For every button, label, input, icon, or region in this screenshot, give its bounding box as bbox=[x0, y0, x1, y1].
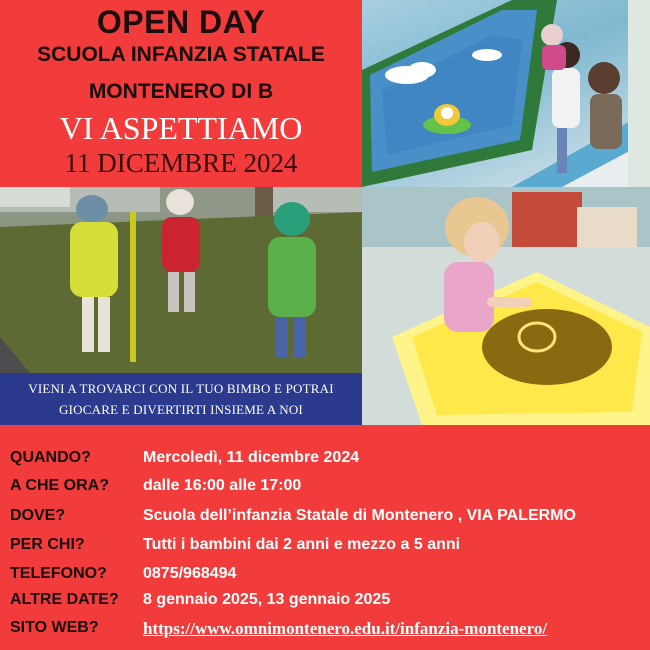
info-label: DOVE? bbox=[10, 507, 66, 524]
photo-interactive-table bbox=[362, 0, 650, 187]
town-name: MONTENERO DI B bbox=[88, 80, 274, 103]
info-label: ALTRE DATE? bbox=[10, 591, 119, 608]
photo-garden bbox=[0, 187, 362, 373]
event-date: 11 DICEMBRE 2024 bbox=[64, 148, 298, 178]
info-row-when bbox=[0, 449, 650, 477]
info-value: 8 gennaio 2025, 13 gennaio 2025 bbox=[143, 591, 391, 608]
photo-sand-table bbox=[362, 187, 650, 425]
info-row-phone bbox=[0, 565, 650, 593]
info-label: A CHE ORA? bbox=[10, 477, 109, 494]
invitation-banner bbox=[0, 373, 362, 425]
info-value: Tutti i bambini dai 2 anni e mezzo a 5 anni bbox=[143, 536, 461, 553]
info-label: PER CHI? bbox=[10, 536, 85, 553]
event-info bbox=[0, 425, 650, 650]
info-value: 0875/968494 bbox=[143, 565, 237, 582]
tagline: VI ASPETTIAMO bbox=[59, 110, 303, 146]
event-title: OPEN DAY bbox=[96, 4, 266, 40]
banner-line-1: VIENI A TROVARCI CON IL TUO BIMBO E POTRAI bbox=[28, 381, 334, 396]
info-label: SITO WEB? bbox=[10, 619, 99, 636]
header bbox=[0, 0, 362, 187]
garden-illustration bbox=[0, 187, 362, 373]
sand-table-illustration bbox=[362, 187, 650, 425]
interactive-table-illustration bbox=[362, 0, 650, 187]
info-label: TELEFONO? bbox=[10, 565, 107, 582]
school-name: SCUOLA INFANZIA STATALE bbox=[37, 43, 325, 66]
info-row-time bbox=[0, 477, 650, 505]
info-row-where bbox=[0, 507, 650, 535]
info-row-other-dates bbox=[0, 591, 650, 619]
info-value: dalle 16:00 alle 17:00 bbox=[143, 477, 302, 494]
info-value: Scuola dell’infanzia Statale di Montenero , VIA PALERMO bbox=[143, 507, 576, 524]
info-label: QUANDO? bbox=[10, 449, 91, 466]
info-value: Mercoledì, 11 dicembre 2024 bbox=[143, 449, 360, 466]
info-row-website bbox=[0, 619, 650, 647]
info-row-who bbox=[0, 536, 650, 564]
website-link[interactable]: https://www.omnimontenero.edu.it/infanzia-montenero/ bbox=[143, 619, 548, 638]
banner-line-2: GIOCARE E DIVERTIRTI INSIEME A NOI bbox=[59, 402, 303, 417]
